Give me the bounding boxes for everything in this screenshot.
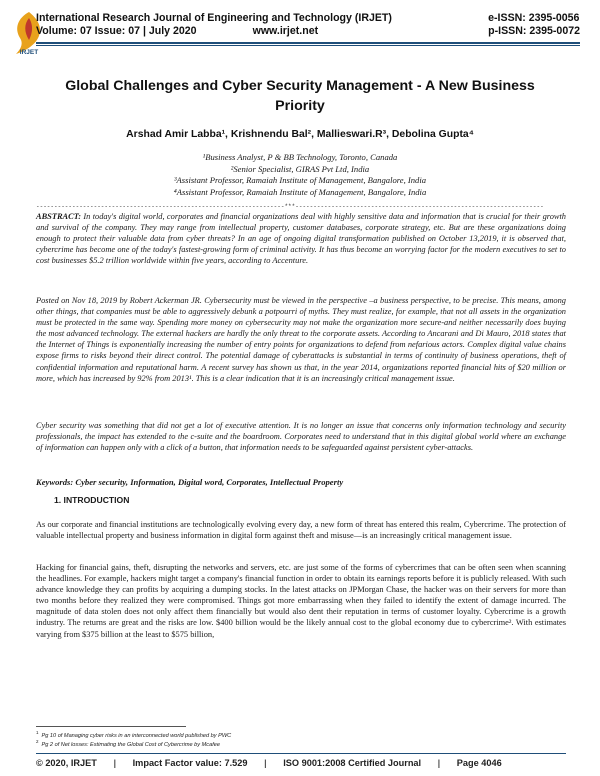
section-heading: 1. INTRODUCTION xyxy=(54,495,130,505)
journal-name: International Research Journal of Engineering and Technology (IRJET) xyxy=(36,12,392,24)
abstract-label: ABSTRACT: xyxy=(36,212,81,221)
journal-title-block xyxy=(36,12,392,38)
footer-divider: | xyxy=(437,758,441,768)
separator-top: ---------------------------------------------------------------------***--------------------------------------------------------------------- xyxy=(36,203,544,210)
affiliation-2: ²Senior Specialist, GIRAS Pvt Ltd, India xyxy=(230,163,370,174)
author-list: Arshad Amir Labba¹, Krishnendu Bal², Mallieswari.R³, Debolina Gupta⁴ xyxy=(126,129,474,140)
p-issn: p-ISSN: 2395-0072 xyxy=(488,25,580,37)
body-paragraph-1: As our corporate and financial institutions are technologically evolving every day, a new form of threat has entered this realm, Cybercrime. The protection of valuable intellectual property and business information in digital form against theft and misuse—is an increasingly critical management issue. xyxy=(36,520,566,541)
affiliations xyxy=(40,152,560,199)
header-rule-thin xyxy=(36,45,580,46)
footer-copyright: © 2020, IRJET xyxy=(36,758,97,768)
footnote-1: $^1$Pg 10 of Managing cyber risks in an interconnected world published by PWC xyxy=(36,730,232,739)
paper-title: Global Challenges and Cyber Security Management - A New Business Priority xyxy=(65,78,535,114)
footer-divider: | xyxy=(113,758,117,768)
intro-paragraph-2: Cyber security was something that did not get a lot of executive attention. It is no longer an issue that concerns only information technology and security professionals, the impact has extended to the c-suite and the boardroom. Corporates need to understand that in this digital global world where an exchange of information can happen only with a click of a button, that information needs to be safeguarded against persistent cyber-attacks. xyxy=(36,421,566,453)
footer-impact-factor: Impact Factor value: 7.529 xyxy=(132,758,248,768)
footer-divider: | xyxy=(264,758,267,768)
svg-text:IRJET: IRJET xyxy=(19,49,39,56)
footnote-2: $^2$Pg 2 of Net losses: Estimating the Global Cost of Cybercrime by Mcafee xyxy=(36,739,220,748)
footnote-rule xyxy=(36,726,186,727)
issn-block xyxy=(488,12,580,38)
abstract xyxy=(36,211,566,266)
header-rule xyxy=(36,42,580,44)
footer-page-number: Page 4046 xyxy=(456,758,502,768)
volume-issue: Volume: 07 Issue: 07 | July 2020 www.irjet.net xyxy=(36,25,319,37)
e-issn: e-ISSN: 2395-0056 xyxy=(488,12,580,24)
abstract-text: In today's digital world, corporates and financial organizations deal with highly sensitive data and information that is crucial for their growth and survival of the company. They may range from intellectual property, customer databases, corporate strategy, etc. But are these organizations doing enough to protect their valuable data from cyber threats? In an age of ongoing digital transformation published on October 13,2019, it is observed that, cybercrime has become one of the today's fastest-growing form of criminal activity. It has thus become an worrying factor for the modern executives to set to cost businesses $5.2 trillion worldwide within five years, according to Accenture. xyxy=(36,212,566,266)
affiliation-4: ⁴Assistant Professor, Ramaiah Institute of Management, Bangalore, India xyxy=(173,187,427,198)
page-footer xyxy=(36,758,566,768)
affiliation-3: ³Assistant Professor, Ramaiah Institute of Management, Bangalore, India xyxy=(173,175,427,186)
intro-paragraph-1: Posted on Nov 18, 2019 by Robert Ackerman JR. Cybersecurity must be viewed in the perspective –a business perspective, to be precise. This means, among other things, that companies must be able to aggressively debunk a potpourri of myths. They must realize, for example, that not all assets in the organization must be protected in the same way. Spending more money on cybersecurity may not make the organization more secure-and neither necessarily does buying the most advanced technology. The external hackers are hardly the only threat to the corporate assets. According to Ancarani and Di Mauro, 2018 states that the Internet of Things is exponentially increasing the number of entry points for organizations to defend from nefarious actors. Complex digital value chains expose firms to risks beyond their direct control. The potential damage of cyberattacks is substantial in terms of continuity of business operations, theft of confidential information and reputational harm. A recent survey has shown us that, in the year 2014, organizations reported financial hits of $20 million or more, which has increased by 92% from 2013¹. This is a clear indication that it is an increasingly critical management issue. xyxy=(36,296,566,383)
footer-iso: ISO 9001:2008 Certified Journal xyxy=(283,758,422,768)
keywords: Keywords: Cyber security, Information, Digital word, Corporates, Intellectual Property xyxy=(36,477,344,487)
body-paragraph-2: Hacking for financial gains, theft, disrupting the networks and servers, etc. are just some of the forms of cybercrimes that can be often seen when scanning the headlines. For example, hackers might target a company's financial function in order to obtain its earnings reports before it is publicly released. With such advance knowledge they can profits by acquiring a dumping stocks. In the latest attacks on JPMorgan Chase, the hacker was on their servers for more than two months before they realized they were compromised. Things got more embarrassing when they failed to identify the extent of damage incurred. The magnitude of data stolen does not only affect them financially but would also dent their reputation in terms of customer loyalty. Cybercrime is a growth industry. The returns are great and the risks are low. $400 billion would be the likely annual cost to the global economy due to cybercrime². With estimates varying from $375 billion at the least to $575 billion, xyxy=(36,563,566,639)
journal-website[interactable]: www.irjet.net xyxy=(252,25,319,37)
footer-rule xyxy=(36,753,566,754)
journal-header xyxy=(0,0,600,58)
affiliation-1: ¹Business Analyst, P & BB Technology, Toronto, Canada xyxy=(202,152,398,162)
